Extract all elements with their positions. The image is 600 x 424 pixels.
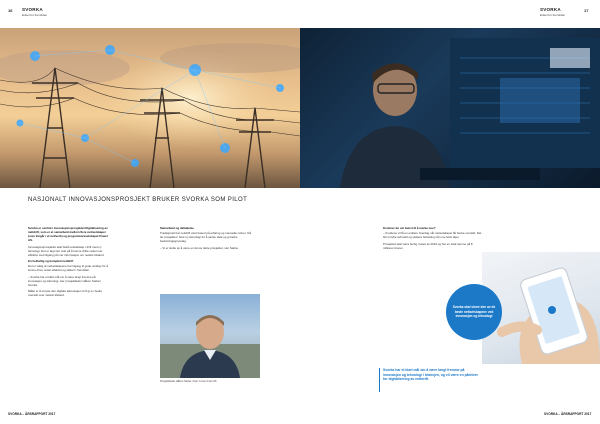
subheading: Samarbeid og deltakelse [160, 226, 194, 230]
footer-right: SVORKA – ÅRSRAPPORT 2017 [544, 412, 592, 416]
brand-right: SVORKA [540, 7, 561, 12]
body-paragraph: Målet er å utnytte den digitale teknologien til å gi en bedre oversikt over nettets tilstand. [28, 289, 103, 298]
powerline-illustration [0, 28, 300, 188]
column-1 [28, 226, 110, 300]
portrait-illustration [160, 294, 260, 378]
pull-quote: Svorka har et klart mål om å være langt fremme på innovasjon og teknologi i bransjen, og vil være en pådriver for digitalisering av nettdrift. [383, 368, 478, 382]
page-number-right: 17 [584, 8, 589, 13]
hero-image-operator [300, 28, 600, 188]
lead-paragraph: Svorka er sentral i innovasjonsprosjektet Digitalisering av nettdrift, som er et samarbeid mellom flere nettselskaper (som inngår i et nettverk) og programvareselskapet Powel AS. [28, 226, 108, 242]
operator-illustration [300, 28, 600, 188]
body-paragraph: Prosjektet skal være ferdig i løpet av 2019 og har en total ramme på 8 millioner kroner. [383, 241, 473, 250]
portrait-photo [160, 294, 260, 378]
footer-left: SVORKA – ÅRSRAPPORT 2017 [8, 412, 56, 416]
body-paragraph: – Kundene vil få en enklere hverdag når nettselskapet får bedre oversikt. Det blir mindre avbrudd og raskere feilretting når noe først skjer. [383, 231, 482, 239]
quote-paragraph: – Svorka har et klart mål om å være langt fremme på innovasjon og teknologi, sier prosjektleder Håkon Sæbø i Svorka. [28, 274, 102, 287]
column-2 [160, 226, 252, 252]
subheading: Kommer du om kunst til å merke noe? [383, 226, 436, 230]
column-3 [383, 226, 483, 252]
circle-callout: Svorka skal vinne den av de beste nettselskapene ved innovasjon og teknologi [446, 284, 502, 340]
page-headline: NASJONALT INNOVASJONSPROSJEKT BRUKER SVORKA SOM PILOT [28, 197, 248, 203]
subtitle-right: Enkel for fremtiden [540, 13, 566, 17]
hero-image-powerlines [0, 28, 300, 188]
portrait-caption: Prosjektleder Håkon Sæbø. Foto: Lorem Foto AS [160, 380, 217, 383]
body-paragraph: Det er viktig at nettselskapene har tilgang til gode verktøy for å kunne drive nettet effektivt og sikkert i fremtiden. [28, 264, 109, 273]
subheading: En helhetlig og komplett nettdrift [28, 259, 74, 264]
page-number-left: 16 [8, 8, 13, 13]
body-paragraph: Tradisjonelt har nettdrift vært basert på erfaring og manuelle rutiner. Nå tar prosjektet i bruk ny teknologi for å samle data og gi bedre beslutningsgrunnlag. [160, 231, 251, 243]
quote-accent-bar [379, 368, 380, 392]
body-paragraph: – Vi er stolte av å være en del av dette prosjektet, sier Sæbø. [160, 245, 239, 250]
subtitle-left: Enkel for fremtiden [22, 13, 48, 17]
brand-left: SVORKA [22, 7, 43, 12]
body-paragraph: Innovasjonsprosjektet skal bistå nettselskap i drift med ny teknologi. Det er lagt stor vekt på å kunne drifte nettet mer effektivt med tilgang på mer informasjon om nettets tilstand. [28, 244, 105, 257]
